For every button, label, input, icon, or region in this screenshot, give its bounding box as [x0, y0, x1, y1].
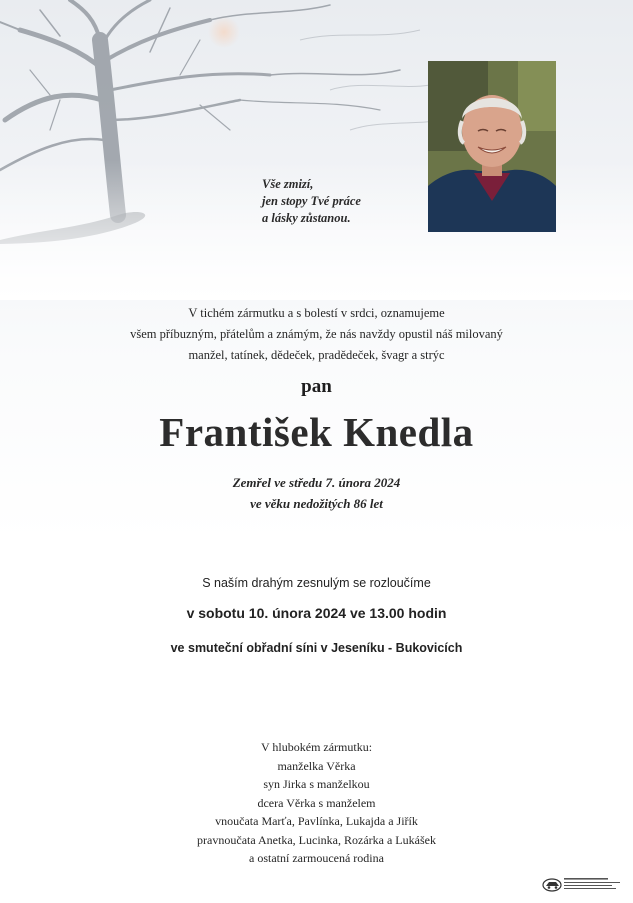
mourner-line: dcera Věrka s manželem — [257, 795, 376, 810]
quote-line: a lásky zůstanou. — [262, 211, 351, 225]
mourner-line: syn Jirka s manželkou — [263, 777, 370, 791]
mourner-line: manželka Věrka — [277, 758, 356, 773]
death-age: ve věku nedožitých 86 let — [250, 496, 383, 511]
announcement-line: manžel, tatínek, dědeček, pradědeček, švagr a strýc — [188, 348, 445, 362]
deceased-name: František Knedla — [159, 409, 474, 455]
mourners-list — [0, 738, 633, 868]
death-announcement — [0, 303, 633, 366]
funeral-service-logo-icon — [542, 874, 626, 894]
mourner-line: vnoučata Marťa, Pavlínka, Lukajda a Jiřík — [215, 814, 418, 828]
portrait-photo — [428, 61, 556, 232]
death-date: Zemřel ve středu 7. února 2024 — [232, 475, 401, 490]
farewell-place: ve smuteční obřadní síni v Jeseníku - Bukovicích — [170, 641, 463, 655]
farewell-datetime: v sobotu 10. února 2024 ve 13.00 hodin — [186, 605, 447, 621]
announcement-line: V tichém zármutku a s bolestí v srdci, oznamujeme — [188, 306, 445, 320]
quote-line: Vše zmizí, — [262, 177, 314, 191]
death-details — [0, 472, 633, 514]
memorial-quote — [262, 176, 422, 227]
mourners-heading: V hlubokém zármutku: — [260, 740, 373, 754]
mourner-line: pravnoučata Anetka, Lucinka, Rozárka a Lukášek — [197, 832, 436, 847]
mourner-line: a ostatní zarmoucená rodina — [249, 851, 384, 865]
announcement-line: všem příbuzným, přátelům a známým, že nás navždy opustil náš milovaný — [130, 327, 503, 341]
quote-line: jen stopy Tvé práce — [262, 194, 361, 208]
farewell-intro: S naším drahým zesnulým se rozloučíme — [202, 576, 431, 590]
honorific: pan — [301, 376, 332, 397]
